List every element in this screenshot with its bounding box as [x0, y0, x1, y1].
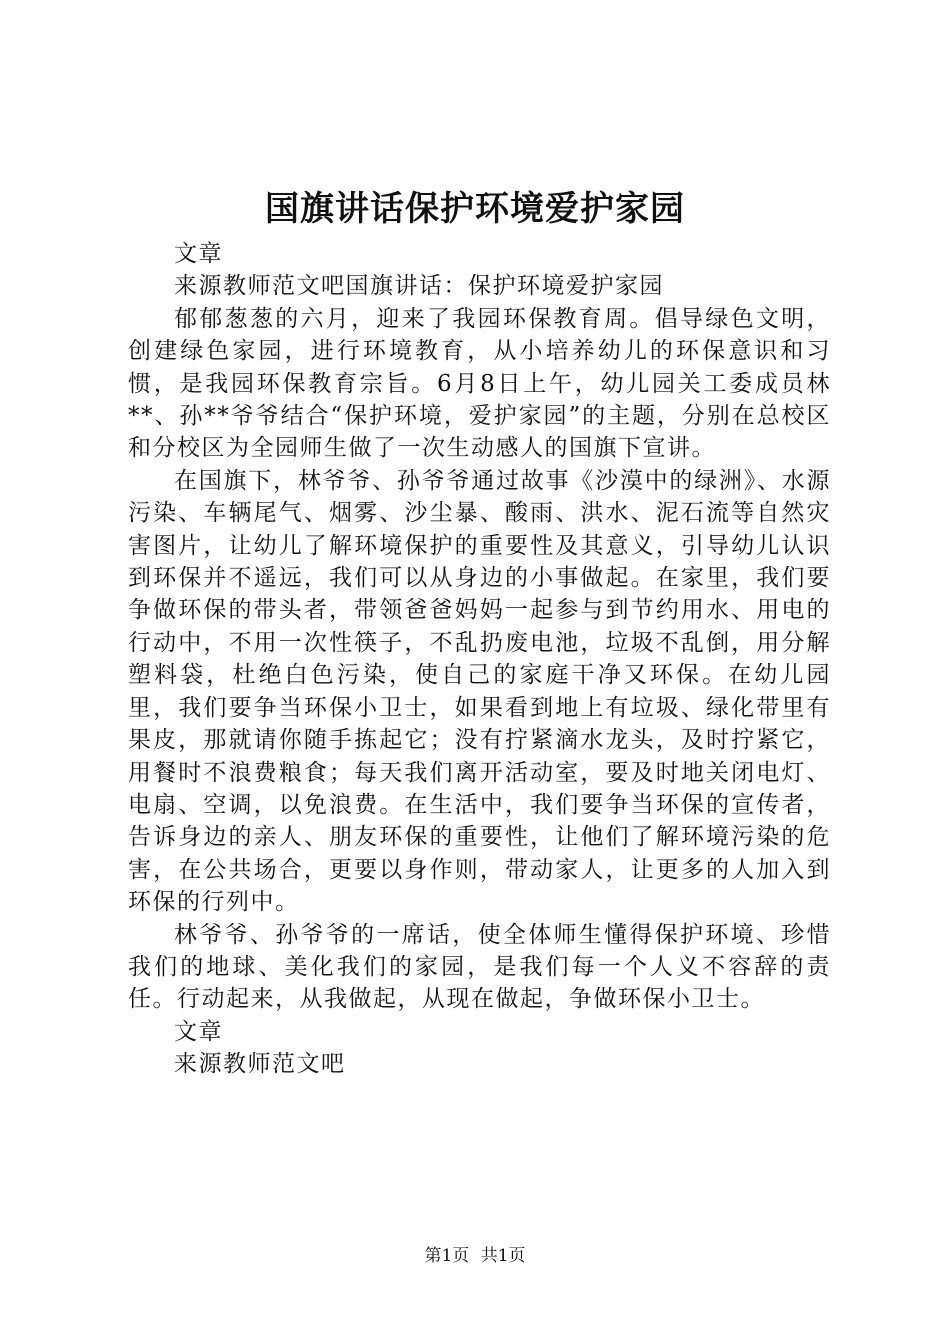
paragraph-conclusion: 林爷爷、孙爷爷的一席话，使全体师生懂得保护环境、珍惜我们的地球、美化我们的家园，是我们每一个人义不容辞的责任。行动起来，从我做起，从现在做起，争做环保小卫士。	[128, 921, 831, 1013]
paragraph-intro: 郁郁葱葱的六月，迎来了我园环保教育周。倡导绿色文明，创建绿色家园，进行环境教育，从小培养幼儿的环保意识和习惯，是我园环保教育宗旨。6月8日上午，幼儿园关工委成员林**、孙**爷爷结合“保护环境，爱护家园”的主题，分别在总校区和分校区为全园师生做了一次生动感人的国旗下宣讲。	[128, 305, 831, 462]
paragraph-source-label: 文章	[174, 241, 223, 267]
page-number: 第1页	[424, 1246, 470, 1266]
document-title: 国旗讲话保护环境爱护家园	[265, 189, 685, 229]
paragraph-source-line-end: 来源教师范文吧	[174, 1051, 346, 1078]
paragraph-main: 在国旗下，林爷爷、孙爷爷通过故事《沙漠中的绿洲》、水源污染、车辆尾气、烟雾、沙尘暴、酸雨、洪水、泥石流等自然灾害图片，让幼儿了解环境保护的重要性及其意义，引导幼儿认识到环保并不遥远，我们可以从身边的小事做起。在家里，我们要争做环保的带头者，带领爸爸妈妈一起参与到节约用水、用电的行动中，不用一次性筷子，不乱扔废电池，垃圾不乱倒，用分解塑料袋，杜绝白色污染，使自己的家庭干净又环保。在幼儿园里，我们要争当环保小卫士，如果看到地上有垃圾、绿化带里有果皮，那就请你随手拣起它；没有拧紧滴水龙头，及时拧紧它，用餐时不浪费粮食；每天我们离开活动室，要及时地关闭电灯、电扇、空调，以免浪费。在生活中，我们要争当环保的宣传者，告诉身边的亲人、朋友环保的重要性，让他们了解环境污染的危害，在公共场合，更要以身作则，带动家人，让更多的人加入到环保的行列中。	[128, 467, 831, 916]
paragraph-source-label-end: 文章	[174, 1018, 223, 1045]
paragraph-source-line: 来源教师范文吧国旗讲话：保护环境爱护家园	[174, 273, 664, 300]
page-footer	[0, 1245, 950, 1267]
page-total: 共1页	[480, 1246, 526, 1266]
document-body	[128, 238, 831, 1081]
